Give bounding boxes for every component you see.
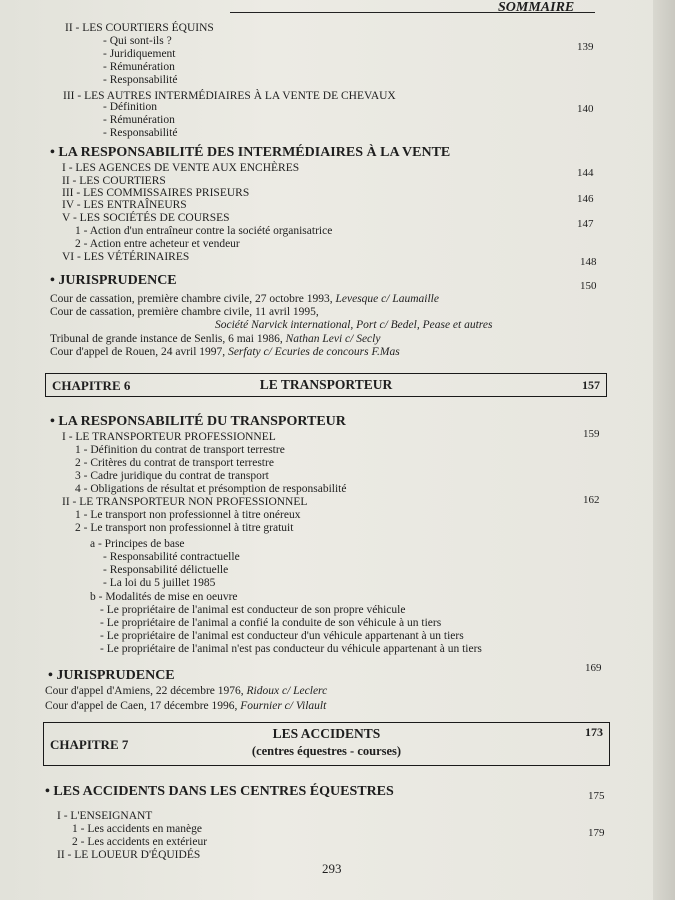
chapter-page: 157	[582, 378, 600, 392]
chapter-6-box	[45, 373, 607, 397]
toc-entry	[72, 836, 207, 849]
toc-entry	[100, 643, 482, 656]
case-parties: Ridoux c/ Leclerc	[246, 685, 328, 697]
toc-page-number: 159	[583, 428, 600, 440]
toc-entry	[75, 225, 332, 238]
toc-entry-text: - Responsabilité	[103, 74, 178, 86]
toc-entry-text: - Le propriétaire de l'animal est conducteur d'un véhicule appartenant à un tiers	[100, 630, 464, 642]
page-edge	[653, 0, 675, 900]
toc-entry-text: 1 - Les accidents en manège	[72, 823, 202, 835]
toc-entry-text: Cour d'appel de Rouen, 24 avril 1997,	[50, 346, 229, 358]
toc-entry	[103, 35, 172, 48]
toc-entry-text: II - LES COURTIERS ÉQUINS	[65, 22, 214, 34]
toc-entry-text: - Rémunération	[103, 61, 175, 73]
toc-page-number: 179	[588, 827, 605, 839]
toc-entry	[103, 48, 176, 61]
toc-entry	[45, 685, 327, 698]
toc-entry	[75, 522, 293, 535]
toc-entry	[103, 114, 175, 127]
toc-entry	[75, 483, 346, 496]
chapter-label: CHAPITRE 6	[52, 378, 131, 393]
toc-entry	[62, 496, 307, 509]
toc-page-number: 169	[585, 662, 602, 674]
toc-entry-text: II - LES COURTIERS	[62, 175, 166, 187]
toc-entry	[50, 333, 380, 346]
toc-entry	[100, 617, 441, 630]
toc-entry-text: - Responsabilité	[103, 127, 178, 139]
toc-entry	[62, 431, 276, 444]
chapter-label: CHAPITRE 7	[50, 737, 129, 752]
page-number: 293	[322, 861, 342, 876]
toc-entry	[65, 22, 214, 35]
toc-entry	[75, 457, 274, 470]
toc-entry	[100, 630, 464, 643]
toc-entry-text: - Le propriétaire de l'animal n'est pas conducteur du véhicule appartenant à un tiers	[100, 643, 482, 655]
toc-entry-text: - La loi du 5 juillet 1985	[103, 577, 216, 589]
toc-page-number: 162	[583, 494, 600, 506]
toc-entry-text: 4 - Obligations de résultat et présomption de responsabilité	[75, 483, 347, 495]
section-heading: • LA RESPONSABILITÉ DES INTERMÉDIAIRES À LA VENTE	[50, 145, 451, 160]
toc-entry-text: I - L'ENSEIGNANT	[57, 810, 153, 822]
case-parties: Levesque c/ Laumaille	[335, 293, 439, 305]
toc-page-number: 150	[580, 280, 597, 292]
toc-entry	[72, 823, 202, 836]
toc-entry-text: - Qui sont-ils ?	[103, 35, 172, 47]
toc-entry-text: Cour de cassation, première chambre civile, 11 avril 1995,	[50, 306, 319, 318]
toc-page-number: 147	[577, 218, 594, 230]
toc-entry-text: - Le propriétaire de l'animal est conducteur de son propre véhicule	[100, 604, 406, 616]
case-parties: Serfaty c/ Ecuries de concours F.Mas	[228, 346, 400, 358]
toc-page-number: 146	[577, 193, 594, 205]
toc-entry-text: Cour d'appel de Caen, 17 décembre 1996,	[45, 700, 241, 712]
toc-entry	[50, 293, 439, 306]
toc-entry-text: III - LES COMMISSAIRES PRISEURS	[62, 187, 250, 199]
toc-entry	[62, 199, 187, 212]
toc-entry	[103, 127, 177, 140]
toc-entry	[62, 212, 230, 225]
toc-entry-text: - Responsabilité contractuelle	[103, 551, 240, 563]
toc-entry	[215, 319, 492, 332]
toc-entry-text: - Juridiquement	[103, 48, 176, 60]
toc-entry	[103, 551, 240, 564]
toc-entry-text: - Responsabilité délictuelle	[103, 564, 229, 576]
toc-entry-text: 1 - Le transport non professionnel à titre onéreux	[75, 509, 301, 521]
running-header: SOMMAIRE	[498, 0, 575, 15]
toc-entry	[45, 700, 326, 713]
toc-entry-text: 2 - Le transport non professionnel à titre gratuit	[75, 522, 294, 534]
toc-entry	[103, 564, 228, 577]
toc-entry	[57, 849, 200, 862]
toc-entry	[90, 538, 185, 551]
case-parties: Nathan Levi c/ Secly	[285, 333, 381, 345]
toc-entry	[75, 470, 269, 483]
section-heading: • JURISPRUDENCE	[50, 273, 177, 288]
toc-entry	[103, 577, 215, 590]
chapter-title: LE TRANSPORTEUR	[259, 377, 393, 392]
chapter-page: 173	[585, 725, 603, 739]
toc-entry	[57, 810, 152, 823]
toc-entry-text: 2 - Les accidents en extérieur	[72, 836, 208, 848]
toc-entry-text: b - Modalités de mise en oeuvre	[90, 591, 238, 603]
toc-entry-text: I - LE TRANSPORTEUR PROFESSIONNEL	[62, 431, 276, 443]
toc-entry	[103, 74, 177, 87]
toc-entry-text: II - LE TRANSPORTEUR NON PROFESSIONNEL	[62, 496, 308, 508]
toc-entry-text: IV - LES ENTRAÎNEURS	[62, 199, 187, 211]
chapter-subtitle: (centres équestres - courses)	[251, 744, 402, 758]
toc-page-number: 148	[580, 256, 597, 268]
toc-entry-text: - Rémunération	[103, 114, 175, 126]
toc-entry-text: 3 - Cadre juridique du contrat de transport	[75, 470, 269, 482]
toc-entry	[50, 346, 400, 359]
toc-entry	[75, 509, 300, 522]
toc-page-number: 175	[588, 790, 605, 802]
toc-entry-text: 1 - Définition du contrat de transport terrestre	[75, 444, 285, 456]
toc-entry-text: a - Principes de base	[90, 538, 185, 550]
toc-entry-text: Tribunal de grande instance de Senlis, 6 mai 1986,	[50, 333, 286, 345]
chapter-title: LES ACCIDENTS	[272, 726, 381, 741]
case-parties: Société Narvick international, Port c/ Bedel, Pease et autres	[215, 319, 493, 331]
toc-entry	[100, 604, 405, 617]
toc-entry-text: - Définition	[103, 101, 157, 113]
toc-entry-text: 1 - Action d'un entraîneur contre la société organisatrice	[75, 225, 333, 237]
toc-entry-text: VI - LES VÉTÉRINAIRES	[62, 251, 190, 263]
toc-entry-text: - Le propriétaire de l'animal a confié la conduite de son véhicule à un tiers	[100, 617, 442, 629]
toc-entry-text: Cour de cassation, première chambre civile, 27 octobre 1993,	[50, 293, 336, 305]
toc-entry	[75, 238, 240, 251]
chapter-7-box	[43, 722, 610, 766]
toc-page-number: 139	[577, 41, 594, 53]
toc-entry	[103, 61, 175, 74]
toc-entry-text: I - LES AGENCES DE VENTE AUX ENCHÈRES	[62, 162, 300, 174]
toc-entry-text: 2 - Action entre acheteur et vendeur	[75, 238, 240, 250]
section-heading: • JURISPRUDENCE	[48, 668, 175, 683]
toc-entry-text: V - LES SOCIÉTÉS DE COURSES	[62, 212, 230, 224]
section-heading: • LA RESPONSABILITÉ DU TRANSPORTEUR	[50, 414, 346, 429]
toc-entry	[103, 101, 157, 114]
toc-entry	[62, 251, 189, 264]
toc-page-number: 140	[577, 103, 594, 115]
toc-page-number: 144	[577, 167, 594, 179]
toc-entry	[90, 591, 238, 604]
toc-entry	[62, 162, 299, 175]
section-heading: • LES ACCIDENTS DANS LES CENTRES ÉQUESTRES	[45, 784, 394, 799]
toc-entry	[75, 444, 285, 457]
toc-entry-text: Cour d'appel d'Amiens, 22 décembre 1976,	[45, 685, 247, 697]
toc-entry-text: III - LES AUTRES INTERMÉDIAIRES À LA VENTE DE CHEVAUX	[63, 90, 396, 102]
toc-entry	[50, 306, 319, 319]
toc-entry-text: II - LE LOUEUR D'ÉQUIDÉS	[57, 849, 201, 861]
toc-entry-text: 2 - Critères du contrat de transport terrestre	[75, 457, 274, 469]
case-parties: Fournier c/ Vilault	[240, 700, 327, 712]
